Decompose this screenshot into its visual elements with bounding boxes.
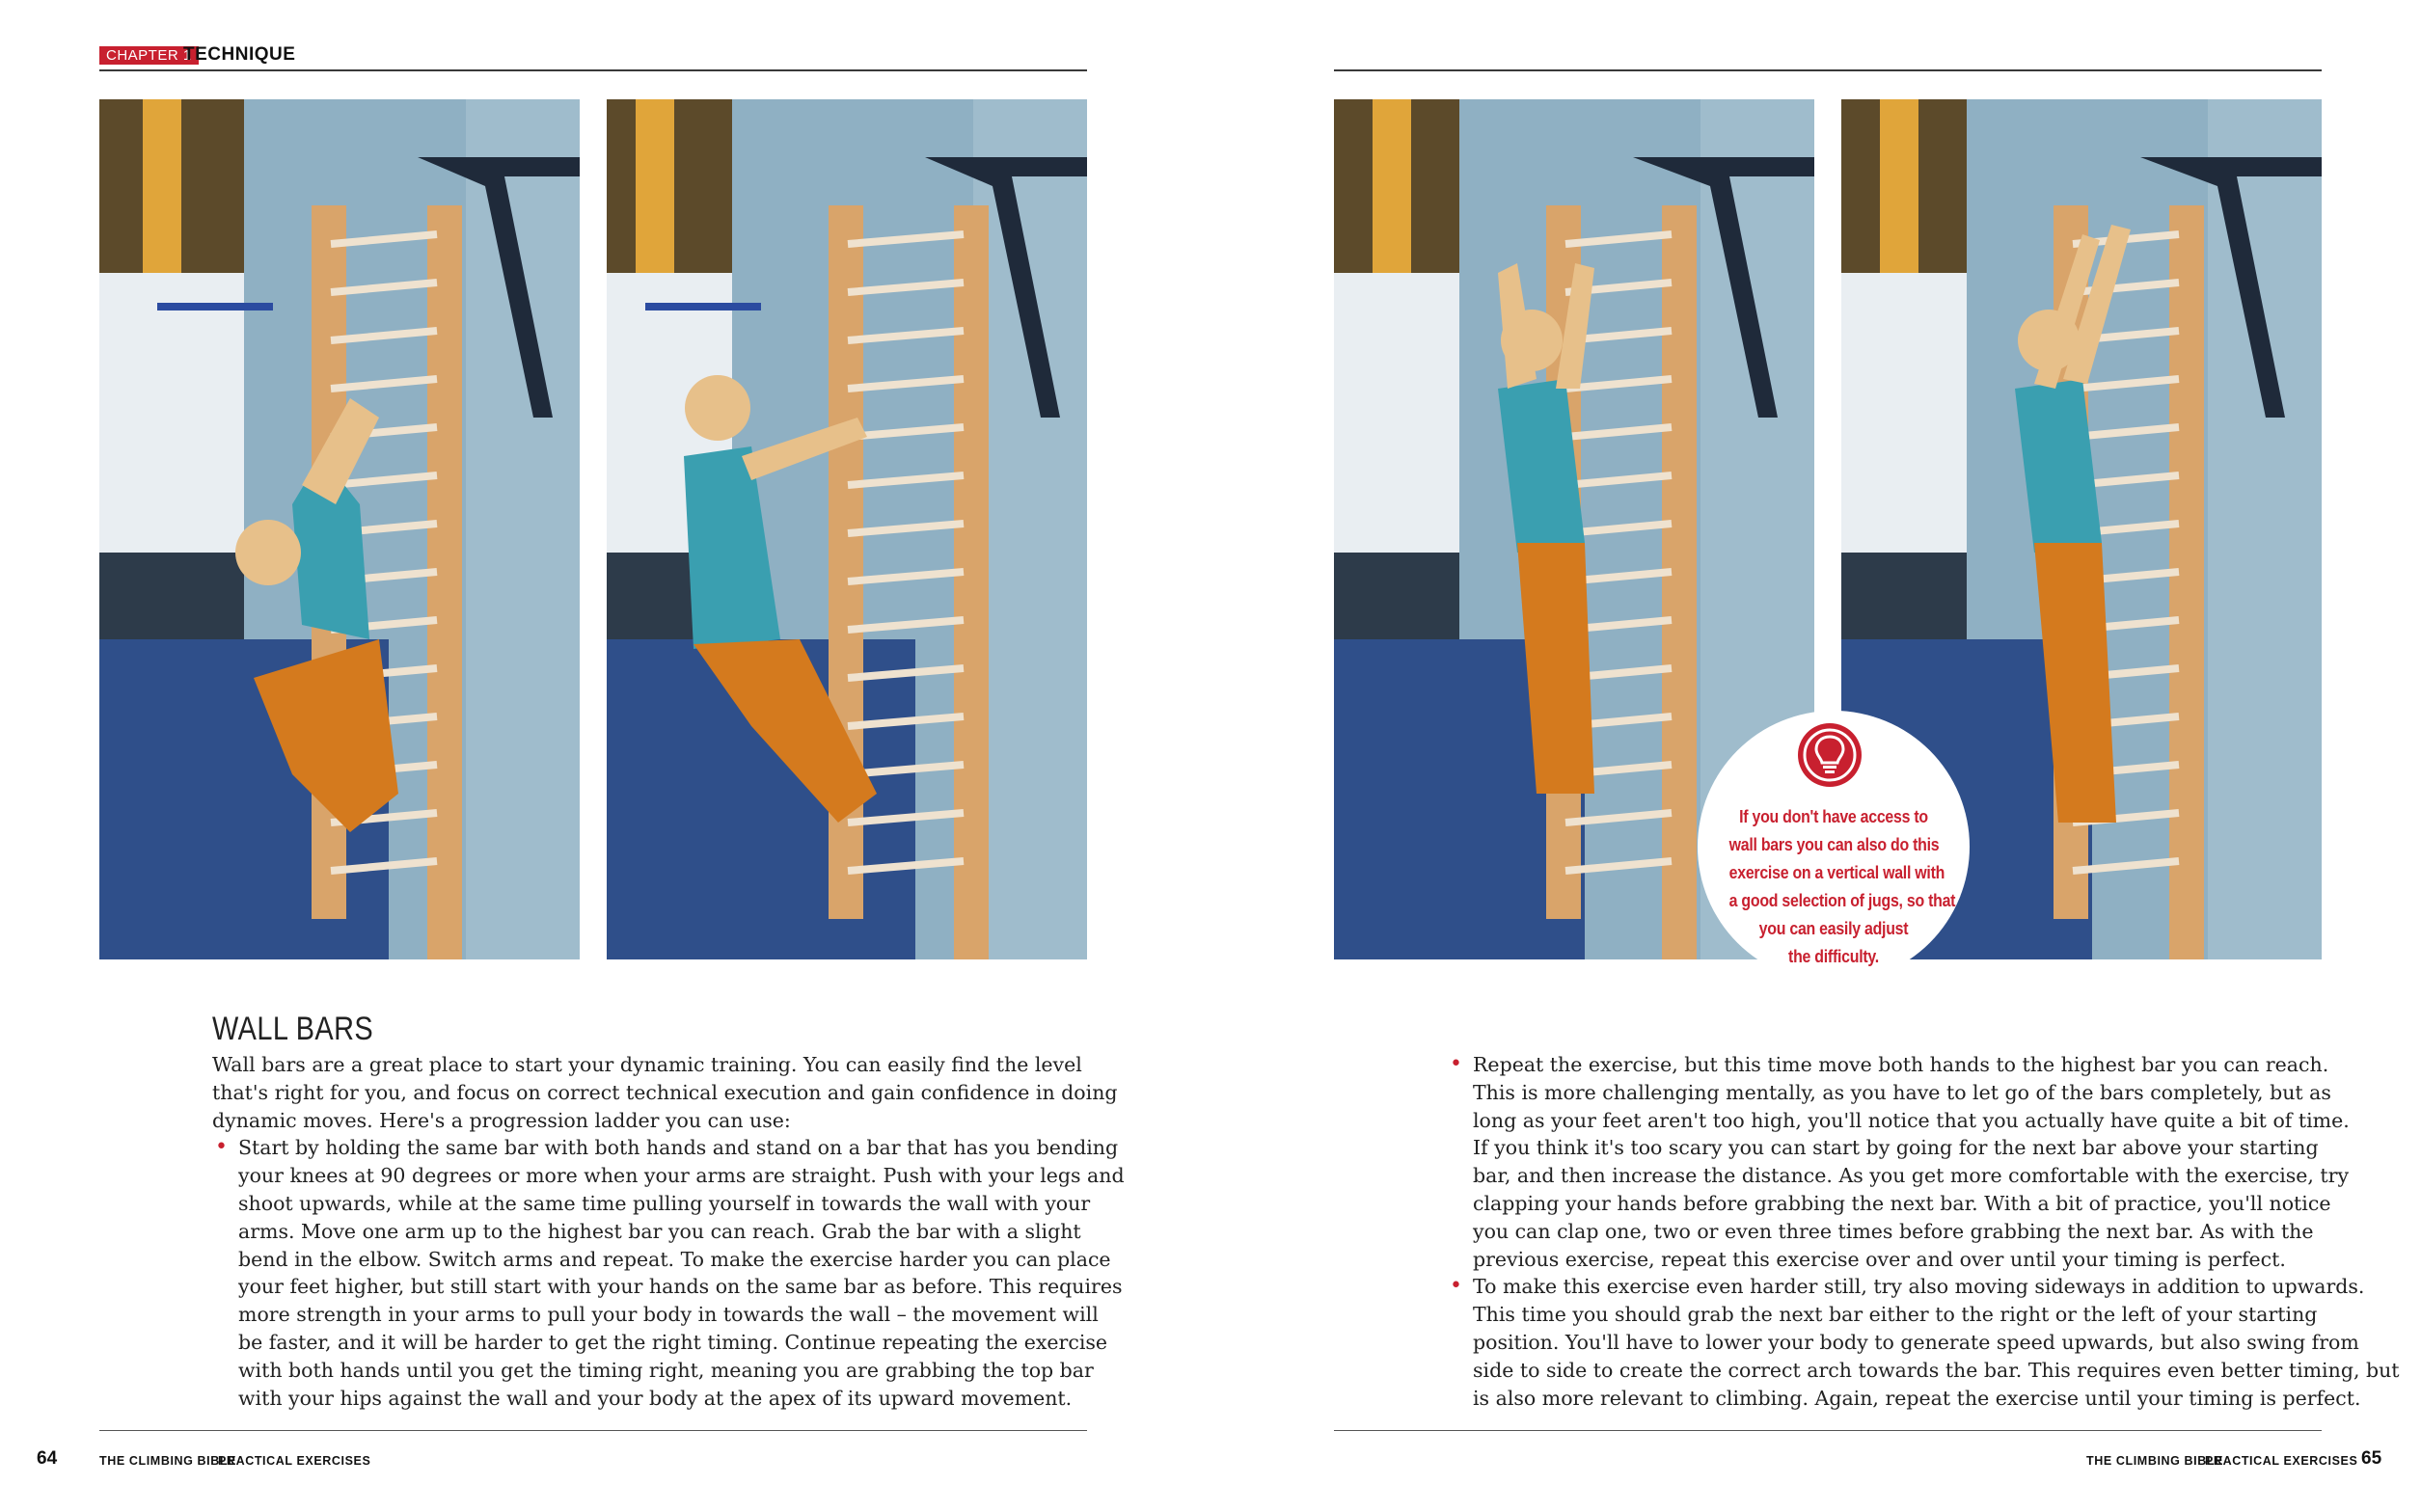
text-line: Start by holding the same bar with both hands and stand on a bar that has you bending xyxy=(238,1136,1119,1160)
climber-photo-1 xyxy=(99,99,580,959)
tip-line: exercise on a vertical wall with xyxy=(1728,862,1945,882)
tip-line: wall bars you can also do this xyxy=(1728,834,1940,854)
text-line: If you think it's too scary you can start by going for the next bar above your starting xyxy=(1473,1136,2319,1160)
photo-scene xyxy=(99,99,580,959)
left-body xyxy=(212,1051,1125,1412)
text-line: previous exercise, repeat this exercise over and over until your timing is perfect. xyxy=(1473,1247,2286,1271)
header-rule-right xyxy=(1334,69,2322,71)
text-line: This time you should grab the next bar either to the right or the left of your starting xyxy=(1473,1303,2318,1327)
text-line: bar, and then increase the distance. As you get more comfortable with the exercise, try xyxy=(1473,1164,2350,1188)
list-item xyxy=(1447,1051,2350,1273)
text-line: This is more challenging mentally, as you have to let go of the bars completely, but as xyxy=(1473,1080,2331,1104)
bullet-dot: • xyxy=(1450,1274,1462,1299)
list-item xyxy=(1447,1273,2400,1412)
text-line: your feet higher, but still start with your hands on the same bar as before. This requires xyxy=(238,1275,1123,1299)
tip-line: the difficulty. xyxy=(1788,946,1879,966)
chapter-title: TECHNIQUE xyxy=(183,44,296,65)
text-line: your knees at 90 degrees or more when your arms are straight. Push with your legs and xyxy=(238,1164,1125,1188)
page-number-left: 64 xyxy=(37,1448,58,1469)
footer-book-right: THE CLIMBING BIBLE xyxy=(2086,1454,2224,1468)
chapter-badge: CHAPTER 1 xyxy=(99,46,199,65)
text-line: bend in the elbow. Switch arms and repeat. To make the exercise harder you can place xyxy=(238,1247,1111,1271)
header-rule-left xyxy=(99,69,1087,71)
text-line: with your hips against the wall and your body at the apex of its upward movement. xyxy=(238,1386,1073,1410)
right-body xyxy=(1447,1051,2400,1412)
text-line: you can clap one, two or even three times before grabbing the next bar. As with the xyxy=(1473,1219,2314,1243)
text-line: clapping your hands before grabbing the next bar. With a bit of practice, you'll notice xyxy=(1473,1191,2331,1215)
lightbulb-icon xyxy=(1798,723,1862,787)
text-line: arms. Move one arm up to the highest bar you can reach. Grab the bar with a slight xyxy=(238,1219,1081,1243)
exercise-list xyxy=(212,1134,1125,1412)
text-line: To make this exercise even harder still, try also moving sideways in addition to upwards. xyxy=(1473,1275,2365,1299)
footer-section-left: PRACTICAL EXERCISES xyxy=(218,1454,371,1468)
footer-book-left: THE CLIMBING BIBLE xyxy=(99,1454,237,1468)
footer-rule-left xyxy=(99,1430,1087,1431)
footer-rule-right xyxy=(1334,1430,2322,1431)
text-line: is also more relevant to climbing. Again, repeat the exercise until your timing is perfect. xyxy=(1473,1386,2361,1410)
bullet-dot: • xyxy=(1450,1052,1462,1076)
text-line: Wall bars are a great place to start your dynamic training. You can easily find the level xyxy=(212,1053,1082,1076)
tip-line: a good selection of jugs, so that xyxy=(1728,890,1956,910)
tip-text xyxy=(1728,802,1956,970)
section-title: WALL BARS xyxy=(212,1011,374,1047)
text-line: that's right for you, and focus on correct technical execution and gain confidence in doing xyxy=(212,1080,1118,1104)
exercise-list xyxy=(1447,1051,2400,1412)
lightbulb-glyph xyxy=(1798,723,1862,787)
text-line: be faster, and it will be harder to get the right timing. Continue repeating the exercise xyxy=(238,1330,1108,1354)
text-line: more strength in your arms to pull your body in towards the wall – the movement will xyxy=(238,1303,1099,1327)
climber-photo-2 xyxy=(607,99,1087,959)
footer-section-right: PRACTICAL EXERCISES xyxy=(2205,1454,2358,1468)
text-line: long as your feet aren't too high, you'll notice that you actually have quite a bit of time. xyxy=(1473,1108,2350,1132)
tip-line: If you don't have access to xyxy=(1739,806,1928,826)
text-line: shoot upwards, while at the same time pulling yourself in towards the wall with your xyxy=(238,1191,1091,1215)
photo-scene xyxy=(607,99,1087,959)
list-item xyxy=(212,1134,1125,1412)
page-number-right: 65 xyxy=(2361,1448,2382,1469)
bullet-dot: • xyxy=(215,1135,228,1160)
intro-paragraph xyxy=(212,1051,1118,1134)
text-line: position. You'll have to lower your body to generate speed upwards, but also swing from xyxy=(1473,1330,2359,1354)
text-line: with both hands until you get the timing right, meaning you are grabbing the top bar xyxy=(238,1358,1094,1382)
text-line: Repeat the exercise, but this time move both hands to the highest bar you can reach. xyxy=(1473,1053,2329,1076)
text-line: side to side to create the correct arch towards the bar. This requires even better timing, but xyxy=(1473,1358,2400,1382)
tip-line: you can easily adjust xyxy=(1758,918,1909,938)
text-line: dynamic moves. Here's a progression ladder you can use: xyxy=(212,1108,791,1132)
